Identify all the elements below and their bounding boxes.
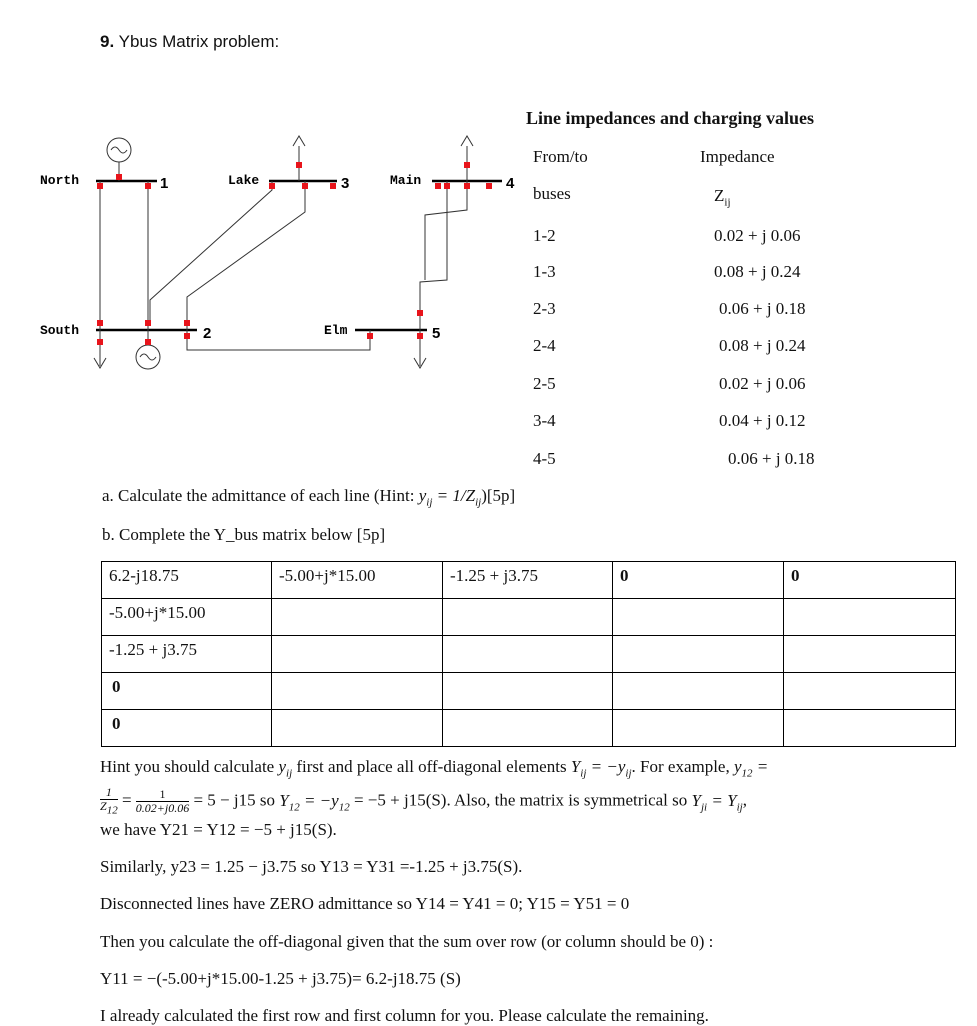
ybus-matrix-table	[101, 561, 956, 747]
bus-number-3: 3	[341, 175, 350, 192]
question-a: a. Calculate the admittance of each line (Hint: $y_{ij} = 1/Z_{ij})[5p]$	[102, 486, 516, 509]
line-impedance: 0.08 + j 0.24	[714, 262, 801, 281]
ybus-cell[interactable]	[613, 599, 784, 636]
ybus-cell[interactable]	[613, 673, 784, 710]
generator-icon	[107, 138, 131, 162]
line-buses: 4-5	[533, 449, 556, 468]
line-impedance: 0.02 + j 0.06	[719, 374, 806, 393]
impedance-table-title: Line impedances and charging values	[526, 108, 815, 128]
line-buses: 3-4	[533, 411, 556, 430]
ybus-cell[interactable]	[784, 673, 956, 710]
line-buses: 2-5	[533, 374, 556, 393]
ybus-cell[interactable]: 0	[784, 562, 956, 599]
line-impedance: 0.06 + j 0.18	[728, 449, 815, 468]
hint-line-6: Then you calculate the off-diagonal given that the sum over row (or column should be 0) :	[100, 932, 714, 951]
problem-title: Ybus Matrix problem:	[118, 32, 280, 51]
ybus-cell[interactable]: -1.25 + j3.75	[102, 636, 272, 673]
ybus-cell[interactable]	[443, 710, 613, 747]
hint-line-3: we have Y21 = Y12 = −5 + j15(S).	[100, 820, 337, 839]
ybus-cell[interactable]: 0	[102, 710, 272, 747]
hint-line-1: Hint you should calculate $y_{ij}$ first and place all off-diagonal elements $Y_{ij} = -y_{ij}$. For example, $y_{12}$ =	[100, 757, 769, 780]
bus-label-elm: Elm	[324, 323, 348, 338]
bus-label-north: North	[40, 173, 80, 188]
bus-label-lake: Lake	[228, 173, 260, 188]
ybus-cell[interactable]: -5.00+j*15.00	[102, 599, 272, 636]
line-buses: 2-4	[533, 336, 556, 355]
line-impedance: 0.06 + j 0.18	[719, 299, 806, 318]
table-row	[102, 636, 956, 673]
ybus-cell[interactable]	[272, 710, 443, 747]
hint-line-7: Y11 = −(-5.00+j*15.00-1.25 + j3.75)= 6.2-j18.75 (S)	[100, 969, 461, 988]
ybus-cell[interactable]	[443, 673, 613, 710]
ybus-cell[interactable]	[443, 599, 613, 636]
hint-line-8: I already calculated the first row and first column for you. Please calculate the remaining.	[100, 1006, 709, 1025]
line-buses: 2-3	[533, 299, 556, 318]
ybus-cell[interactable]	[272, 673, 443, 710]
ybus-cell[interactable]: -5.00+j*15.00	[272, 562, 443, 599]
table-row	[102, 599, 956, 636]
ybus-cell[interactable]: 6.2-j18.75	[102, 562, 272, 599]
line-impedance: 0.02 + j 0.06	[714, 226, 801, 245]
ybus-cell[interactable]	[784, 599, 956, 636]
question-b: b. Complete the Y_bus matrix below [5p]	[102, 525, 386, 544]
ybus-cell[interactable]: -1.25 + j3.75	[443, 562, 613, 599]
hint-line-5: Disconnected lines have ZERO admittance so Y14 = Y41 = 0; Y15 = Y51 = 0	[100, 894, 630, 913]
problem-heading	[100, 32, 279, 52]
line-buses: 1-3	[533, 262, 556, 281]
buses-header: buses	[533, 184, 571, 203]
ybus-cell[interactable]: 0	[102, 673, 272, 710]
ybus-cell[interactable]	[784, 710, 956, 747]
table-row	[102, 673, 956, 710]
bus-label-south: South	[40, 323, 80, 338]
bus-number-1: 1	[160, 175, 169, 192]
problem-number: 9.	[100, 32, 115, 51]
line-buses: 1-2	[533, 226, 556, 245]
line-impedance: 0.08 + j 0.24	[719, 336, 806, 355]
bus-number-5: 5	[432, 325, 441, 342]
ybus-cell[interactable]	[272, 599, 443, 636]
ybus-cell[interactable]	[613, 710, 784, 747]
ybus-cell[interactable]: 0	[613, 562, 784, 599]
impedance-header: Impedance	[700, 147, 775, 166]
bus-label-main: Main	[390, 173, 422, 188]
hint-line-4: Similarly, y23 = 1.25 − j3.75 so Y13 = Y31 =-1.25 + j3.75(S).	[100, 857, 523, 876]
ybus-cell[interactable]	[272, 636, 443, 673]
hint-line-2: $\frac{1}{Z_{12}}$ = $\frac{1}{0.02+j0.06}$ = 5 − j15 so $Y_{12} = -y_{12} = -5 + j15(S)$. Also, the matrix is symmetrical so $Y_{ji} = Y_{ij}$,	[100, 785, 747, 817]
table-row	[102, 562, 956, 599]
one-line-diagram	[0, 120, 520, 390]
ybus-cell[interactable]	[443, 636, 613, 673]
bus-number-4: 4	[506, 175, 515, 192]
table-row	[102, 710, 956, 747]
ybus-cell[interactable]	[784, 636, 956, 673]
zij-header: $Z_{ij}$	[714, 186, 731, 209]
bus-number-2: 2	[203, 325, 212, 342]
line-impedance: 0.04 + j 0.12	[719, 411, 806, 430]
ybus-cell[interactable]	[613, 636, 784, 673]
generator-icon	[136, 345, 160, 369]
from-to-header: From/to	[533, 147, 588, 166]
